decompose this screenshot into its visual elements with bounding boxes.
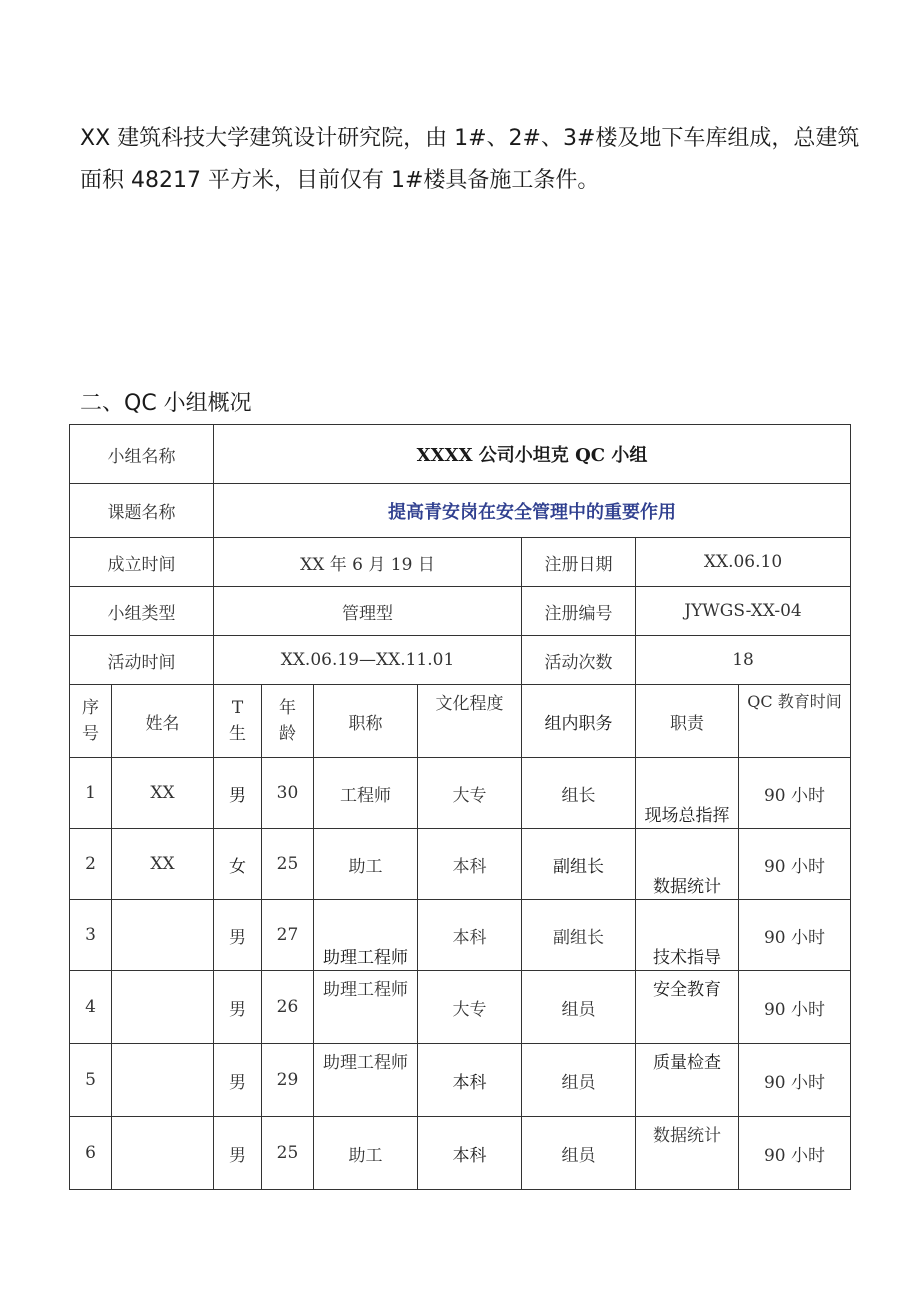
- member-training: 90 小时: [739, 1117, 851, 1190]
- member-education: 大专: [418, 758, 522, 829]
- member-no: 4: [70, 971, 112, 1044]
- member-gender: 男: [214, 971, 262, 1044]
- member-row: [70, 900, 851, 971]
- header-training: QC 教育时间: [739, 685, 851, 758]
- header-duty: 职责: [636, 685, 739, 758]
- founded-value: XX 年 6 月 19 日: [214, 538, 522, 587]
- member-age: 26: [262, 971, 314, 1044]
- group-name-row: [70, 425, 851, 484]
- member-name: [112, 1044, 214, 1117]
- member-training: 90 小时: [739, 829, 851, 900]
- member-name: [112, 971, 214, 1044]
- member-age: 25: [262, 829, 314, 900]
- reg-no-value: JYWGS-XX-04: [636, 587, 851, 636]
- member-education: 大专: [418, 971, 522, 1044]
- member-name: XX: [112, 758, 214, 829]
- member-no: 1: [70, 758, 112, 829]
- member-age: 27: [262, 900, 314, 971]
- member-training: 90 小时: [739, 900, 851, 971]
- period-label: 活动时间: [70, 636, 214, 685]
- member-duty: 安全教育: [636, 971, 739, 1044]
- reg-no-label: 注册编号: [522, 587, 636, 636]
- count-label: 活动次数: [522, 636, 636, 685]
- member-name: XX: [112, 829, 214, 900]
- member-training: 90 小时: [739, 971, 851, 1044]
- member-duty: 质量检查: [636, 1044, 739, 1117]
- member-duty: 技术指导: [636, 900, 739, 971]
- intro-paragraph: [80, 118, 860, 202]
- member-title: 助理工程师: [314, 1044, 418, 1117]
- member-duty: 现场总指挥: [636, 758, 739, 829]
- member-row: [70, 758, 851, 829]
- member-role: 组员: [522, 971, 636, 1044]
- founded-label: 成立时间: [70, 538, 214, 587]
- member-title: 工程师: [314, 758, 418, 829]
- members-header-row: [70, 685, 851, 758]
- type-value: 管理型: [214, 587, 522, 636]
- header-role: 组内职务: [522, 685, 636, 758]
- member-title: 助理工程师: [314, 900, 418, 971]
- group-name-label: 小组名称: [70, 425, 214, 484]
- member-age: 30: [262, 758, 314, 829]
- member-role: 副组长: [522, 829, 636, 900]
- member-gender: 女: [214, 829, 262, 900]
- intro-line-2: 面积 48217 平方米，目前仅有 1#楼具备施工条件。: [80, 168, 600, 193]
- member-duty: 数据统计: [636, 829, 739, 900]
- header-gender: [214, 685, 262, 758]
- header-no: [70, 685, 112, 758]
- member-training: 90 小时: [739, 1044, 851, 1117]
- member-gender: 男: [214, 900, 262, 971]
- header-gender-line-1: T: [231, 698, 244, 718]
- period-value: XX.06.19—XX.11.01: [214, 636, 522, 685]
- member-name: [112, 1117, 214, 1190]
- member-duty: 数据统计: [636, 1117, 739, 1190]
- header-age: [262, 685, 314, 758]
- member-no: 6: [70, 1117, 112, 1190]
- member-role: 组员: [522, 1117, 636, 1190]
- header-age-line-2: 龄: [279, 724, 296, 744]
- member-row: [70, 1044, 851, 1117]
- member-title: 助工: [314, 829, 418, 900]
- qc-group-table: [69, 424, 851, 1190]
- header-no-line-1: 序: [82, 698, 99, 718]
- member-education: 本科: [418, 1044, 522, 1117]
- member-age: 29: [262, 1044, 314, 1117]
- founded-row: [70, 538, 851, 587]
- type-label: 小组类型: [70, 587, 214, 636]
- member-title: 助理工程师: [314, 971, 418, 1044]
- member-role: 组长: [522, 758, 636, 829]
- topic-label: 课题名称: [70, 484, 214, 538]
- header-no-line-2: 号: [82, 724, 99, 744]
- member-age: 25: [262, 1117, 314, 1190]
- reg-date-label: 注册日期: [522, 538, 636, 587]
- member-row: [70, 1117, 851, 1190]
- member-education: 本科: [418, 900, 522, 971]
- member-title: 助工: [314, 1117, 418, 1190]
- header-title: 职称: [314, 685, 418, 758]
- member-no: 5: [70, 1044, 112, 1117]
- topic-value: 提高青安岗在安全管理中的重要作用: [214, 484, 851, 538]
- type-row: [70, 587, 851, 636]
- member-no: 3: [70, 900, 112, 971]
- header-gender-line-2: 生: [229, 724, 246, 744]
- header-name: 姓名: [112, 685, 214, 758]
- topic-row: [70, 484, 851, 538]
- reg-date-value: XX.06.10: [636, 538, 851, 587]
- member-no: 2: [70, 829, 112, 900]
- member-gender: 男: [214, 1117, 262, 1190]
- member-training: 90 小时: [739, 758, 851, 829]
- member-row: [70, 971, 851, 1044]
- group-name-value: XXXX 公司小坦克 QC 小组: [214, 425, 851, 484]
- section-title: 二、QC 小组概况: [80, 391, 252, 416]
- intro-line-1: XX 建筑科技大学建筑设计研究院，由 1#、2#、3#楼及地下车库组成，总建筑: [80, 126, 860, 151]
- member-education: 本科: [418, 1117, 522, 1190]
- member-role: 组员: [522, 1044, 636, 1117]
- member-gender: 男: [214, 1044, 262, 1117]
- member-gender: 男: [214, 758, 262, 829]
- member-name: [112, 900, 214, 971]
- header-education: 文化程度: [418, 685, 522, 758]
- member-row: [70, 829, 851, 900]
- header-age-line-1: 年: [279, 698, 296, 718]
- period-row: [70, 636, 851, 685]
- count-value: 18: [636, 636, 851, 685]
- member-education: 本科: [418, 829, 522, 900]
- member-role: 副组长: [522, 900, 636, 971]
